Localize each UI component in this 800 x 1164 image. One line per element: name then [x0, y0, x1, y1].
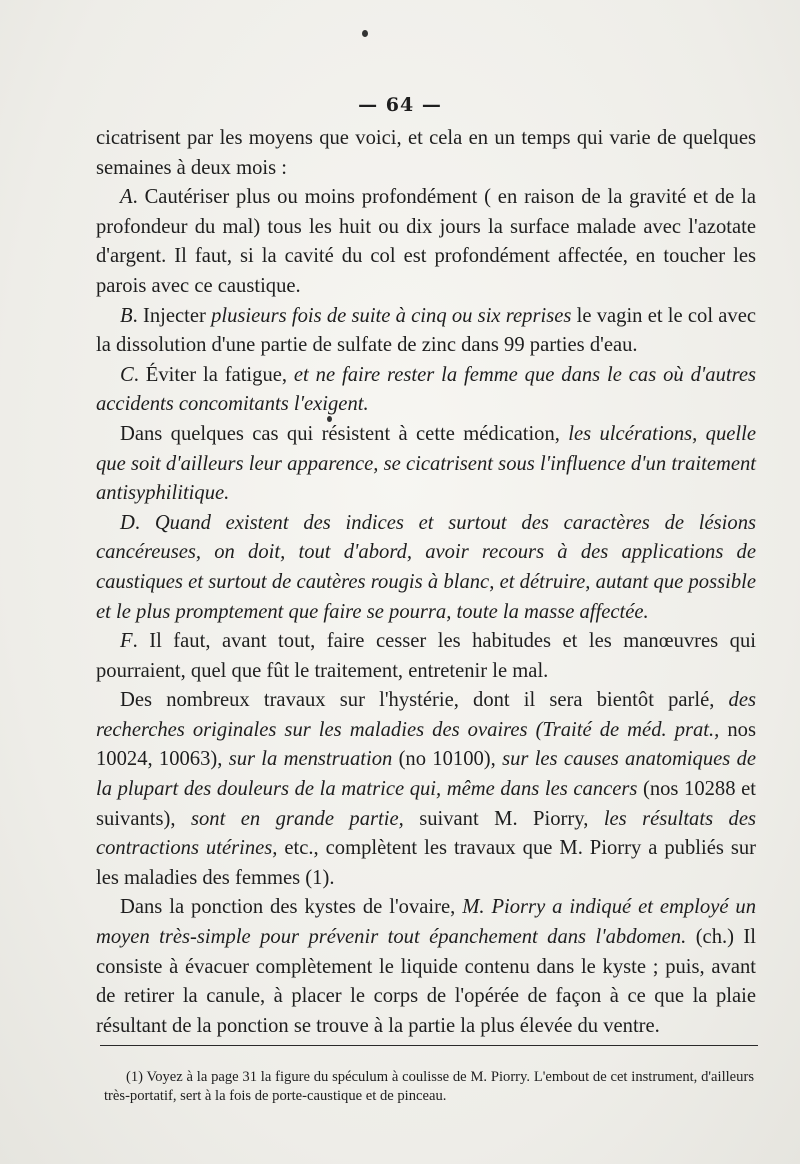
- paragraph: [96, 509, 756, 627]
- italic-text: des recherches originales sur les maladies des ovaires (Traité de méd. prat.,: [96, 689, 756, 741]
- italic-text: A: [120, 186, 133, 209]
- italic-text: plusieurs fois de suite à cinq ou six reprises: [211, 304, 572, 327]
- text-run: . Il faut, avant tout, faire cesser les habitudes et les manœuvres qui pourraient, quel que fût le traitement, entretenir le mal.: [96, 630, 756, 682]
- paragraph: [96, 627, 756, 686]
- text-run: Dans quelques cas qui résistent à cette médication,: [120, 422, 569, 445]
- text-run: Des nombreux travaux sur l'hystérie, dont il sera bientôt parlé,: [120, 689, 729, 712]
- paragraph: [96, 361, 756, 420]
- text-run: le vagin et le col avec la dissolution d'une partie de sulfate de zinc dans 99 parties d'eau.: [96, 304, 757, 357]
- text-run: Dans la ponction des kystes de l'ovaire,: [120, 896, 463, 919]
- page-number: — 64 —: [358, 94, 442, 116]
- italic-text: les résultats des contractions utérines,: [96, 807, 756, 860]
- italic-text: B: [120, 304, 133, 327]
- italic-text: M. Piorry a indiqué et employé un moyen très-simple pour prévenir tout épanchement dans l'abdomen.: [96, 896, 757, 949]
- paragraph: [96, 420, 756, 509]
- italic-text: D: [120, 511, 135, 534]
- text-run: (no 10100),: [392, 748, 503, 771]
- italic-text: sur les causes anatomiques de la plupart des douleurs de la matrice qui, même dans les cancers: [96, 748, 757, 801]
- italic-text: F: [120, 630, 133, 653]
- italic-text: sont en grande partie,: [190, 807, 404, 830]
- text-run: nos 10024, 10063),: [96, 718, 756, 771]
- text-run: . Éviter la fatigue,: [133, 363, 294, 386]
- text-run: (ch.) Il consiste à évacuer complètement le liquide contenu dans le kyste ; puis, avant de retirer la canule, à placer le corps de l'opérée de façon à ce que la plaie résultant de la ponction se trouve à la partie la plus élevée du ventre.: [96, 926, 756, 1037]
- text-run: suivant M. Piorry,: [403, 807, 604, 830]
- text-run: etc., complètent les travaux que M. Piorry a publiés sur les maladies des femmes (1).: [96, 837, 756, 889]
- paragraph: [96, 183, 756, 301]
- italic-text: sur la menstruation: [228, 748, 393, 771]
- text-run: . Cautériser plus ou moins profondément ( en raison de la gravité et de la profondeur du mal) tous les huit ou dix jours la surface malade avec l'azotate d'argent. Il faut, si la cavité du col est profondément affectée, en toucher les parois avec ce caustique.: [96, 186, 756, 297]
- footnote-text: (1) Voyez à la page 31 la figure du spéculum à coulisse de M. Piorry. L'embout de cet instrument, d'ailleurs très-portatif, sert à la fois de porte-caustique et de pinceau.: [104, 1069, 754, 1104]
- italic-text: les ulcérations, quelle que soit d'ailleurs leur apparence, se cicatrisent sous l'influence d'un traitement antisyphilitique.: [96, 422, 756, 505]
- italic-text: Quand existent des indices et surtout des caractères de lésions cancéreuses, on doit, tout d'abord, avoir recours à des applications de caustiques et surtout de cautères rougis à blanc, et détruire, autant que possible et le plus promptement que faire se pourra, toute la masse affectée.: [96, 511, 757, 623]
- text-run: .: [134, 511, 155, 534]
- body-text: [96, 124, 756, 1041]
- text-run: (nos 10288 et suivants),: [96, 778, 756, 830]
- paragraph: [96, 302, 756, 361]
- footnote-divider: [100, 1045, 758, 1046]
- text-run: . Injecter: [132, 304, 212, 327]
- footnote: [104, 1068, 754, 1106]
- italic-text: et ne faire rester la femme que dans le cas où d'autres accidents concomitants l'exigent.: [96, 363, 757, 416]
- paragraph: [96, 686, 756, 893]
- text-run: cicatrisent par les moyens que voici, et cela en un temps qui varie de quelques semaines à deux mois :: [96, 127, 756, 179]
- paragraph: [96, 893, 756, 1041]
- italic-text: C: [120, 363, 134, 386]
- paragraph: [96, 124, 756, 183]
